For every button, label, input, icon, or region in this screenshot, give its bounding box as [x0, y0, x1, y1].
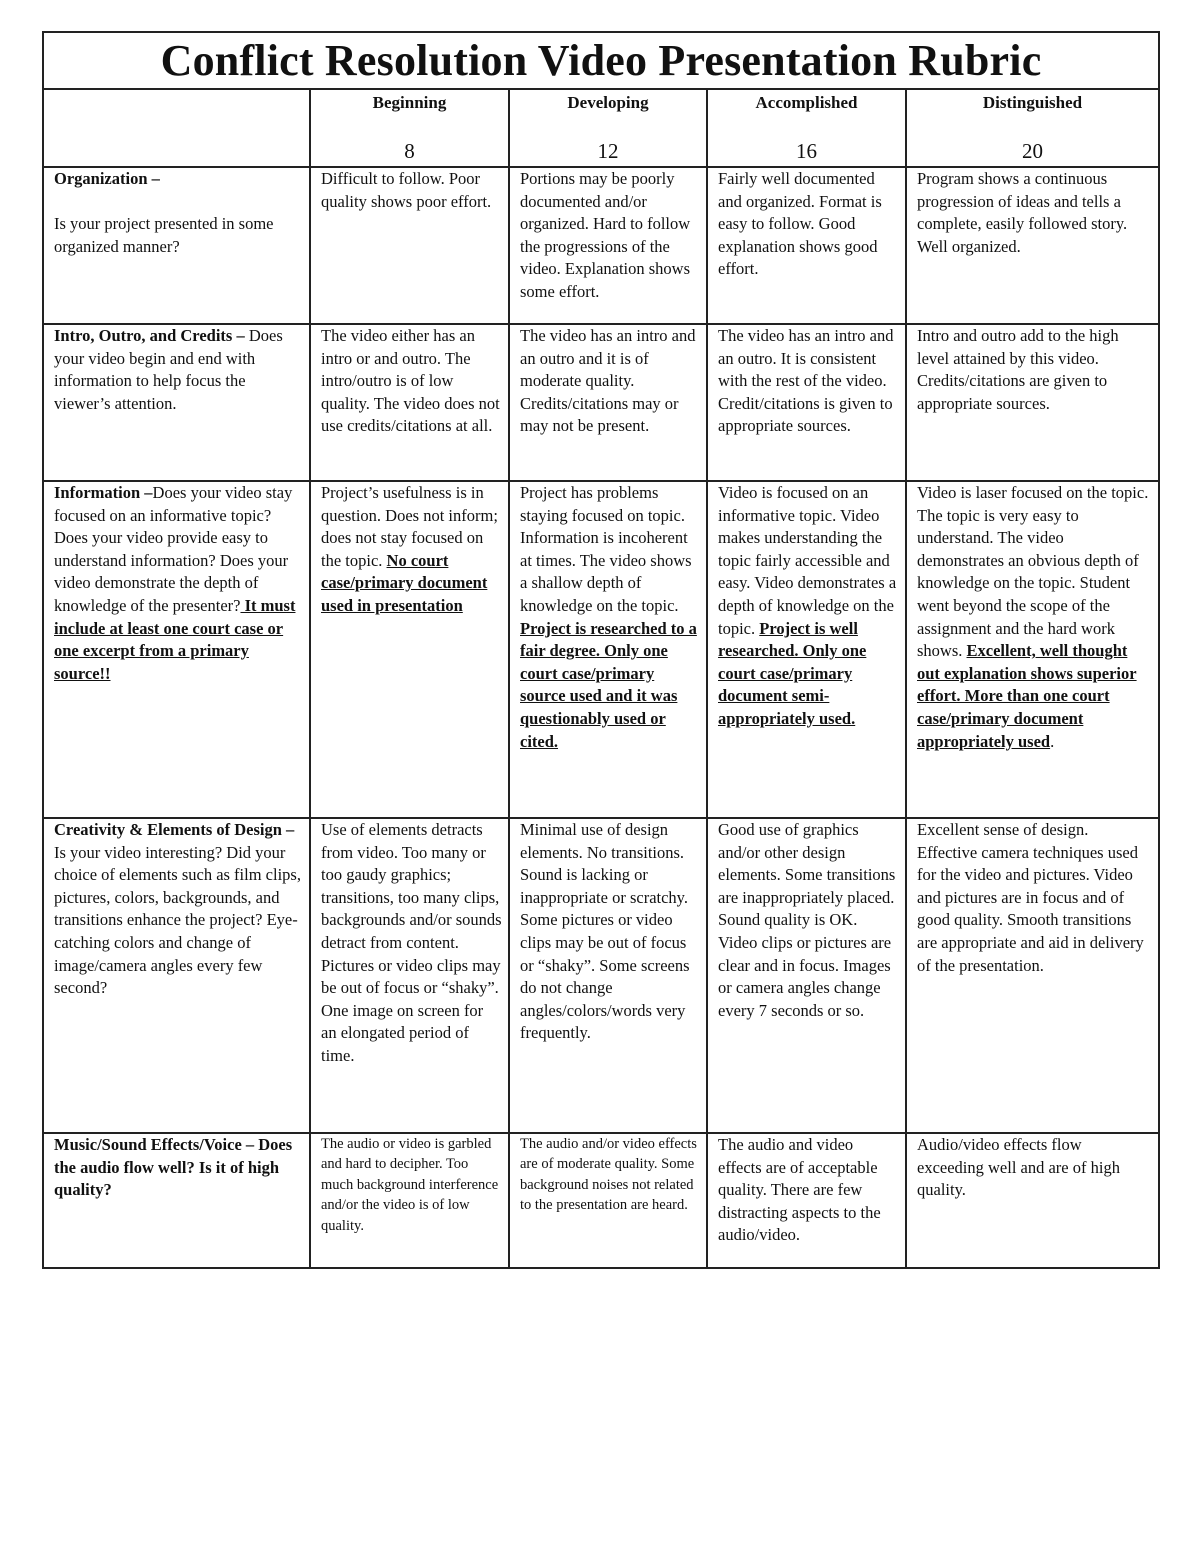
distinguished-cell: Excellent sense of design. Effective camera techniques used for the video and pictures. Video and pictures are in focus and of good quality. Smooth transitions are appropriate and aid in delivery of the presentation. [906, 818, 1159, 1133]
title-row [43, 32, 1159, 89]
beginning-emphasis: No court case/primary document used in presentation [321, 550, 488, 615]
level-name: Distinguished [982, 93, 1083, 112]
accomplished-emphasis: Project is well researched. Only one court case/primary document semi-appropriately used. [718, 618, 867, 728]
level-header-beginning [310, 89, 509, 167]
beginning-cell: The video either has an intro or and outro. The intro/outro is of low quality. The video does not use credits/citations at all. [310, 324, 509, 481]
developing-cell: The audio and/or video effects are of moderate quality. Some background noises not related to the presentation are heard. [509, 1133, 707, 1268]
developing-cell [509, 481, 707, 818]
accomplished-text: Video is focused on an informative topic. Video makes understanding the topic fairly accessible and easy. Video demonstrates a depth of knowledge on the topic. [718, 483, 897, 638]
accomplished-cell: Fairly well documented and organized. Format is easy to follow. Good explanation shows good effort. [707, 167, 906, 324]
distinguished-cell: Program shows a continuous progression of ideas and tells a complete, easily followed story. Well organized. [906, 167, 1159, 324]
level-score: 12 [597, 139, 619, 163]
criterion-requirement: It must include at least one court case or one excerpt from a primary source!! [54, 595, 296, 683]
distinguished-tail: . [1050, 731, 1055, 751]
level-name: Developing [567, 93, 649, 112]
level-header-developing [509, 89, 707, 167]
criterion-title: Creativity & Elements of Design – [54, 820, 295, 839]
title-cell [43, 32, 1159, 89]
table-row [43, 481, 1159, 818]
criterion-text: Is your project presented in some organized manner? [54, 214, 274, 256]
accomplished-cell: Good use of graphics and/or other design elements. Some transitions are inappropriately placed. Sound quality is OK. Video clips or pictures are clear and in focus. Images or camera angles change every 7 seconds or so. [707, 818, 906, 1133]
table-row [43, 324, 1159, 481]
accomplished-cell [707, 481, 906, 818]
level-score: 16 [796, 139, 817, 163]
criterion-text: Does your video stay focused on an informative topic? Does your video provide easy to understand information? Does your video demonstrate the depth of knowledge of the presenter? [54, 483, 293, 615]
beginning-text: Project’s usefulness is in question. Does not inform; does not stay focused on the topic. [321, 483, 498, 570]
distinguished-cell: Audio/video effects flow exceeding well and are of high quality. [906, 1133, 1159, 1268]
page-title: Conflict Resolution Video Presentation Rubric [160, 36, 1042, 85]
distinguished-text: Video is laser focused on the topic. The topic is very easy to understand. The video demonstrates an obvious depth of knowledge on the topic. Student went beyond the scope of the assignment and the hard work shows. [917, 483, 1149, 661]
beginning-cell: Use of elements detracts from video. Too many or too gaudy graphics; transitions, too many clips, backgrounds and/or sounds detract from content. Pictures or video clips may be out of focus or “shaky”. One image on screen for an elongated period of time. [310, 818, 509, 1133]
level-header-distinguished [906, 89, 1159, 167]
criterion-title: Music/Sound Effects/Voice – Does the audio flow well? Is it of high quality? [54, 1135, 293, 1200]
distinguished-cell [906, 481, 1159, 818]
level-header-accomplished [707, 89, 906, 167]
beginning-cell [310, 481, 509, 818]
distinguished-cell: Intro and outro add to the high level attained by this video. Credits/citations are given to appropriate sources. [906, 324, 1159, 481]
distinguished-emphasis: Excellent, well thought out explanation shows superior effort. More than one court case/primary document appropriately used [917, 641, 1137, 751]
criterion-cell [43, 324, 310, 481]
developing-cell: Minimal use of design elements. No transitions. Sound is lacking or inappropriate or scratchy. Some pictures or video clips may be out of focus or “shaky”. Some screens do not change angles/colors/words very frequently. [509, 818, 707, 1133]
table-row [43, 167, 1159, 324]
criterion-cell [43, 481, 310, 818]
criterion-cell [43, 167, 310, 324]
developing-text: Project has problems staying focused on topic. Information is incoherent at times. The video shows a shallow depth of knowledge on the topic. [520, 483, 692, 615]
accomplished-cell: The video has an intro and an outro. It is consistent with the rest of the video. Credit/citations is given to appropriate sources. [707, 324, 906, 481]
criteria-header-cell [43, 89, 310, 167]
developing-cell: The video has an intro and an outro and it is of moderate quality. Credits/citations may or may not be present. [509, 324, 707, 481]
criterion-cell [43, 1133, 310, 1268]
rubric-table [42, 31, 1160, 1269]
criterion-title: Intro, Outro, and Credits – [54, 326, 245, 345]
developing-cell: Portions may be poorly documented and/or organized. Hard to follow the progressions of the video. Explanation shows some effort. [509, 167, 707, 324]
criterion-title: Organization – [54, 169, 160, 188]
criterion-cell [43, 818, 310, 1133]
level-score: 20 [1022, 139, 1044, 163]
beginning-cell: Difficult to follow. Poor quality shows poor effort. [310, 167, 509, 324]
level-name: Beginning [372, 93, 447, 112]
accomplished-cell: The audio and video effects are of acceptable quality. There are few distracting aspects to the audio/video. [707, 1133, 906, 1268]
header-row [43, 89, 1159, 167]
table-row [43, 1133, 1159, 1268]
criterion-text: Is your video interesting? Did your choice of elements such as film clips, pictures, colors, backgrounds, and transitions enhance the project? Eye-catching colors and change of image/camera angles every few second? [54, 842, 301, 998]
table-row [43, 818, 1159, 1133]
developing-emphasis: Project is researched to a fair degree. Only one court case/primary source used and it was questionably used or cited. [520, 618, 697, 751]
level-score: 8 [404, 139, 415, 163]
beginning-cell: The audio or video is garbled and hard to decipher. Too much background interference and/or the video is of low quality. [310, 1133, 509, 1268]
criterion-text: Does your video begin and end with information to help focus the viewer’s attention. [54, 326, 283, 413]
criterion-title: Information – [54, 483, 153, 502]
level-name: Accomplished [755, 93, 858, 112]
